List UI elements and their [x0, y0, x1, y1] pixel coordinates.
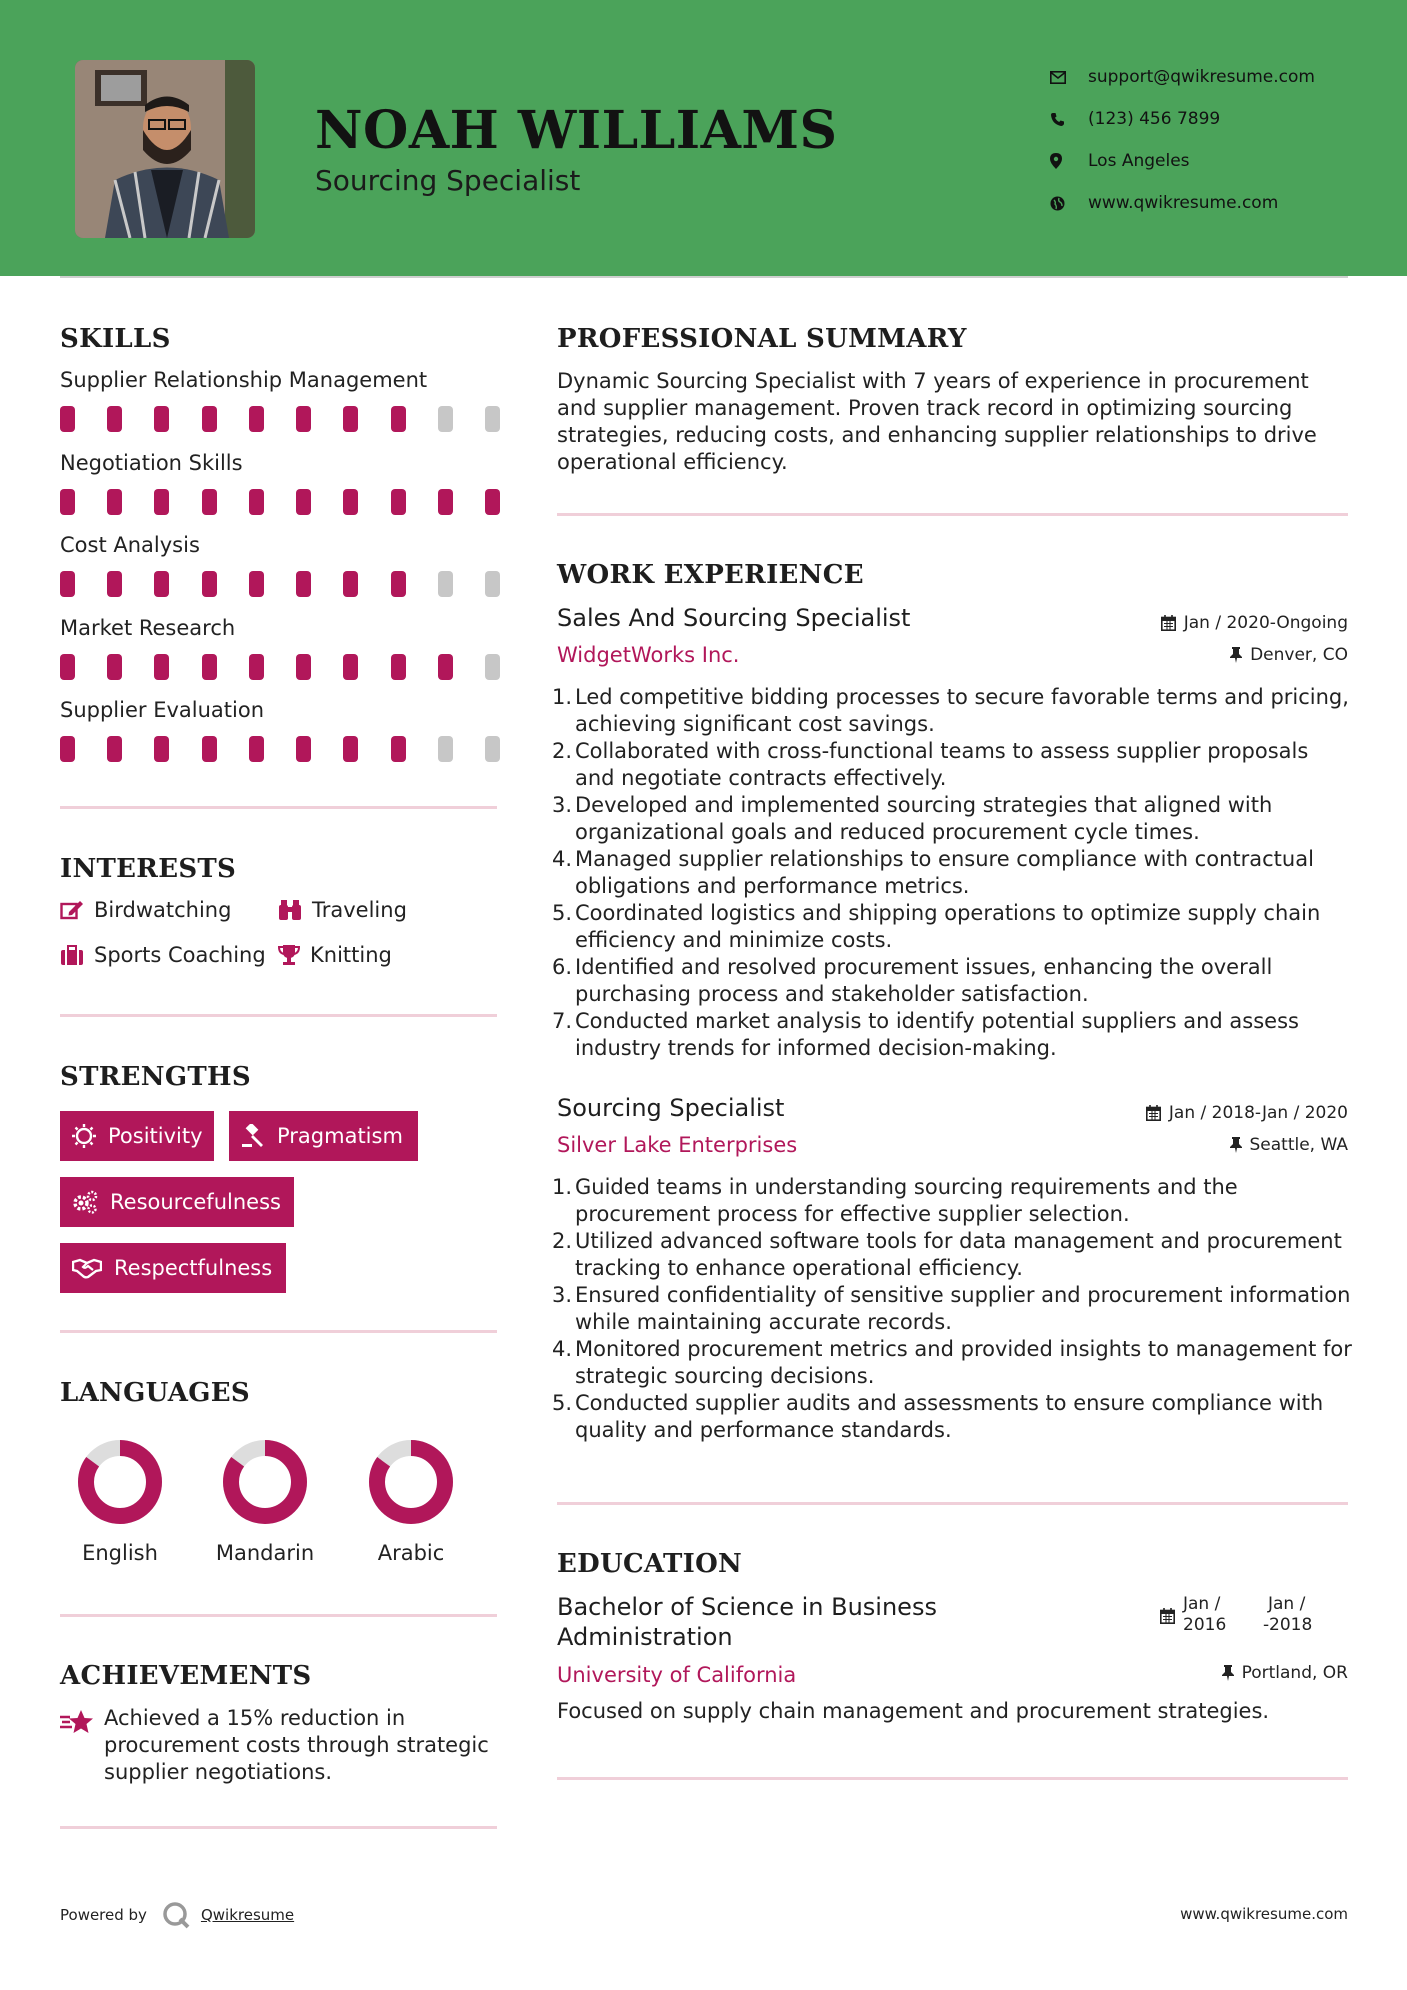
job-bullet [552, 846, 1352, 900]
phone-text: (123) 456 7899 [1088, 109, 1221, 129]
job-bullet [552, 954, 1352, 1008]
job-location-text: Seattle, WA [1249, 1135, 1348, 1155]
job-bullet [552, 1228, 1352, 1282]
handshake-icon [72, 1257, 102, 1279]
email-text: support@qwikresume.com [1088, 67, 1315, 87]
job-bullet [552, 900, 1352, 954]
rating-dot-filled [60, 571, 75, 597]
strengths-divider [60, 1330, 497, 1333]
contact-location [1050, 140, 1315, 182]
bullet-text: Conducted market analysis to identify potential suppliers and assess industry trends for informed decision-making. [575, 1009, 1299, 1060]
job-title: Sales And Sourcing Specialist [557, 604, 911, 632]
language-name: English [82, 1541, 158, 1565]
interest-knitting [278, 943, 392, 967]
achievement-item [60, 1705, 500, 1786]
pushpin-icon [1222, 1665, 1234, 1681]
rating-dot-filled [249, 489, 264, 515]
interest-label: Knitting [310, 943, 392, 967]
rating-dot-filled [343, 489, 358, 515]
rating-dot-filled [485, 489, 500, 515]
strength-label: Pragmatism [277, 1124, 403, 1148]
powered-by-label: Powered by [60, 1906, 147, 1924]
pushpin-icon [1230, 647, 1242, 663]
bullet-number: 5. [552, 1391, 573, 1415]
brand-link[interactable]: Qwikresume [200, 1906, 295, 1924]
skill-rating [60, 654, 500, 680]
rating-dot-empty [485, 654, 500, 680]
bullet-text: Led competitive bidding processes to secure favorable terms and pricing, achieving significant cost savings. [575, 685, 1349, 736]
contact-website[interactable] [1050, 182, 1315, 224]
location-text: Los Angeles [1088, 151, 1190, 171]
job-bullet [552, 1008, 1352, 1062]
degree-line-1: Bachelor of Science in Business [557, 1593, 937, 1621]
job-bullet [552, 1174, 1352, 1228]
job-location [1230, 645, 1348, 665]
bullet-text: Monitored procurement metrics and provided insights to management for strategic sourcing decisions. [575, 1337, 1352, 1388]
language-donut [336, 1437, 486, 1527]
rating-dot-filled [343, 654, 358, 680]
binoculars-icon [278, 899, 302, 921]
bullet-text: Conducted supplier audits and assessments to ensure compliance with quality and performance standards. [575, 1391, 1324, 1442]
rating-dot-filled [107, 406, 122, 432]
rating-dot-empty [485, 571, 500, 597]
summary-divider [557, 513, 1348, 516]
job-dates-text: Jan / 2018-Jan / 2020 [1168, 1103, 1348, 1123]
language-name: Arabic [377, 1541, 445, 1565]
briefcase-icon [60, 945, 84, 965]
edu-date-separator: - [1263, 1615, 1270, 1635]
rating-dot-empty [485, 406, 500, 432]
bullet-text: Ensured confidentiality of sensitive supplier and procurement information while maintaining accurate records. [575, 1283, 1351, 1334]
bullet-number: 4. [552, 1337, 573, 1361]
rating-dot-filled [391, 406, 406, 432]
trophy-icon [278, 944, 300, 966]
job-location-text: Denver, CO [1250, 645, 1348, 665]
education-divider [557, 1777, 1348, 1780]
rating-dot-filled [154, 406, 169, 432]
job-bullet [552, 1282, 1352, 1336]
interests-divider [60, 1014, 497, 1017]
contact-email[interactable] [1050, 56, 1315, 98]
edu-start-year: 2016 [1183, 1615, 1227, 1635]
education-heading: EDUCATION [557, 1549, 743, 1579]
language-donut [190, 1437, 340, 1527]
rating-dot-filled [154, 571, 169, 597]
summary-heading: PROFESSIONAL SUMMARY [557, 324, 967, 354]
rating-dot-empty [438, 571, 453, 597]
rating-dot-filled [60, 736, 75, 762]
edu-description: Focused on supply chain management and procurement strategies. [557, 1699, 1270, 1723]
envelope-icon [1050, 71, 1088, 84]
job-bullet-list [552, 684, 1352, 1062]
rating-dot-filled [202, 489, 217, 515]
website-text: www.qwikresume.com [1088, 193, 1279, 213]
gears-icon [72, 1190, 98, 1214]
rating-dot-filled [154, 736, 169, 762]
job-bullet [552, 684, 1352, 738]
rating-dot-filled [249, 406, 264, 432]
summary-text: Dynamic Sourcing Specialist with 7 years of experience in procurement and supplier management. Proven track record in optimizing sourcing strategies, reducing costs, and enhancing supplier relationships to drive operational efficiency. [557, 369, 1317, 474]
job-company: Silver Lake Enterprises [557, 1133, 798, 1157]
achievement-text: Achieved a 15% reduction in procurement costs through strategic supplier negotiations. [104, 1706, 489, 1784]
rating-dot-filled [107, 736, 122, 762]
bullet-text: Managed supplier relationships to ensure compliance with contractual obligations and performance metrics. [575, 847, 1314, 898]
edu-location [1222, 1663, 1348, 1683]
phone-icon [1050, 112, 1088, 127]
skill-name: Market Research [60, 615, 236, 640]
bullet-number: 1. [552, 685, 573, 709]
skills-divider [60, 806, 497, 809]
rating-dot-filled [202, 654, 217, 680]
bullet-text: Developed and implemented sourcing strategies that aligned with organizational goals and reduced procurement cycle times. [575, 793, 1273, 844]
rating-dot-filled [202, 736, 217, 762]
rating-dot-filled [343, 406, 358, 432]
bullet-number: 3. [552, 793, 573, 817]
rating-dot-filled [202, 406, 217, 432]
job-company: WidgetWorks Inc. [557, 643, 740, 667]
school-name: University of California [557, 1663, 797, 1687]
bullet-text: Identified and resolved procurement issues, enhancing the overall purchasing process and stakeholder satisfaction. [575, 955, 1273, 1006]
rating-dot-filled [296, 489, 311, 515]
languages-divider [60, 1614, 497, 1617]
rating-dot-filled [249, 736, 264, 762]
rating-dot-filled [154, 654, 169, 680]
bullet-number: 7. [552, 1009, 573, 1033]
job-bullet-list [552, 1174, 1352, 1444]
shooting-star-icon [60, 1705, 104, 1786]
edu-end-month: Jan / [1268, 1594, 1306, 1614]
bullet-number: 1. [552, 1175, 573, 1199]
job-dates-text: Jan / 2020-Ongoing [1183, 613, 1348, 633]
job-bullet [552, 738, 1352, 792]
strength-label: Respectfulness [114, 1256, 273, 1280]
candidate-name: NOAH WILLIAMS [315, 100, 838, 161]
languages-heading: LANGUAGES [60, 1378, 250, 1408]
strength-respectfulness [60, 1243, 286, 1293]
rating-dot-filled [154, 489, 169, 515]
header-divider [60, 276, 1348, 278]
interests-heading: INTERESTS [60, 854, 237, 884]
rating-dot-filled [343, 571, 358, 597]
job-bullet [552, 1390, 1352, 1444]
calendar-icon [1160, 1608, 1175, 1628]
rating-dot-filled [107, 489, 122, 515]
interest-label: Birdwatching [94, 898, 232, 922]
footer-powered-by [60, 1900, 294, 1930]
skill-rating [60, 571, 500, 597]
strength-positivity [60, 1111, 214, 1161]
globe-icon [1050, 196, 1088, 211]
bullet-number: 6. [552, 955, 573, 979]
skill-rating [60, 736, 500, 762]
job-bullet [552, 792, 1352, 846]
candidate-title: Sourcing Specialist [315, 164, 581, 197]
bullet-number: 5. [552, 901, 573, 925]
interest-sports-coaching [60, 943, 266, 967]
rating-dot-filled [202, 571, 217, 597]
rating-dot-filled [249, 654, 264, 680]
rating-dot-empty [485, 736, 500, 762]
skill-name: Supplier Evaluation [60, 698, 265, 722]
rating-dot-filled [343, 736, 358, 762]
rating-dot-filled [438, 489, 453, 515]
pushpin-icon [1230, 1137, 1242, 1153]
interest-traveling [278, 898, 407, 922]
experience-divider [557, 1502, 1348, 1505]
qwikresume-logo-icon [161, 1900, 191, 1930]
edu-location-text: Portland, OR [1241, 1663, 1348, 1683]
experience-heading: WORK EXPERIENCE [557, 560, 864, 590]
bullet-number: 2. [552, 1229, 573, 1253]
map-pin-icon [1050, 153, 1088, 169]
bullet-text: Coordinated logistics and shipping operations to optimize supply chain efficiency and minimize costs. [575, 901, 1321, 952]
rating-dot-filled [391, 571, 406, 597]
rating-dot-filled [249, 571, 264, 597]
rating-dot-empty [438, 406, 453, 432]
bullet-number: 3. [552, 1283, 573, 1307]
rating-dot-filled [296, 654, 311, 680]
interest-label: Traveling [312, 898, 407, 922]
job-dates [1146, 1103, 1348, 1123]
strength-resourcefulness [60, 1177, 294, 1227]
rating-dot-filled [60, 654, 75, 680]
calendar-icon [1146, 1105, 1161, 1121]
job-title: Sourcing Specialist [557, 1094, 785, 1122]
skill-name: Negotiation Skills [60, 450, 243, 475]
calendar-icon [1161, 615, 1176, 631]
degree-line-2: Administration [557, 1623, 733, 1651]
language-name: Mandarin [215, 1541, 315, 1565]
gavel-icon [241, 1124, 265, 1148]
skill-rating [60, 489, 500, 515]
bullet-text: Utilized advanced software tools for data management and procurement tracking to enhance operational efficiency. [575, 1229, 1342, 1280]
skills-heading: SKILLS [60, 324, 171, 354]
pencil-square-icon [60, 900, 84, 920]
rating-dot-filled [296, 406, 311, 432]
edu-end-year: 2018 [1269, 1615, 1313, 1635]
sun-icon [72, 1124, 96, 1148]
rating-dot-filled [107, 654, 122, 680]
job-location [1230, 1135, 1349, 1155]
achievements-heading: ACHIEVEMENTS [60, 1661, 312, 1691]
contact-list [1050, 56, 1315, 224]
rating-dot-filled [391, 654, 406, 680]
header-banner [0, 0, 1407, 276]
rating-dot-filled [60, 489, 75, 515]
skill-name: Cost Analysis [60, 533, 200, 557]
footer-website[interactable]: www.qwikresume.com [1180, 1905, 1348, 1923]
edu-start-month: Jan / [1183, 1594, 1221, 1614]
strength-label: Resourcefulness [110, 1190, 281, 1214]
skill-rating [60, 406, 500, 432]
job-dates [1161, 613, 1348, 633]
rating-dot-filled [107, 571, 122, 597]
rating-dot-filled [391, 489, 406, 515]
rating-dot-filled [60, 406, 75, 432]
rating-dot-filled [296, 736, 311, 762]
strengths-heading: STRENGTHS [60, 1062, 251, 1092]
contact-phone[interactable] [1050, 98, 1315, 140]
rating-dot-empty [438, 736, 453, 762]
strength-label: Positivity [108, 1124, 203, 1148]
achievements-divider [60, 1826, 497, 1829]
rating-dot-filled [296, 571, 311, 597]
language-donut [45, 1437, 195, 1527]
rating-dot-filled [438, 654, 453, 680]
bullet-number: 4. [552, 847, 573, 871]
strength-pragmatism [229, 1111, 418, 1161]
skill-name: Supplier Relationship Management [60, 368, 428, 392]
interest-birdwatching [60, 898, 231, 922]
bullet-text: Collaborated with cross-functional teams to assess supplier proposals and negotiate contracts effectively. [575, 739, 1309, 790]
bullet-text: Guided teams in understanding sourcing requirements and the procurement process for effective supplier selection. [575, 1175, 1238, 1226]
bullet-number: 2. [552, 739, 573, 763]
job-bullet [552, 1336, 1352, 1390]
rating-dot-filled [391, 736, 406, 762]
interest-label: Sports Coaching [94, 943, 266, 967]
profile-photo [75, 60, 255, 238]
